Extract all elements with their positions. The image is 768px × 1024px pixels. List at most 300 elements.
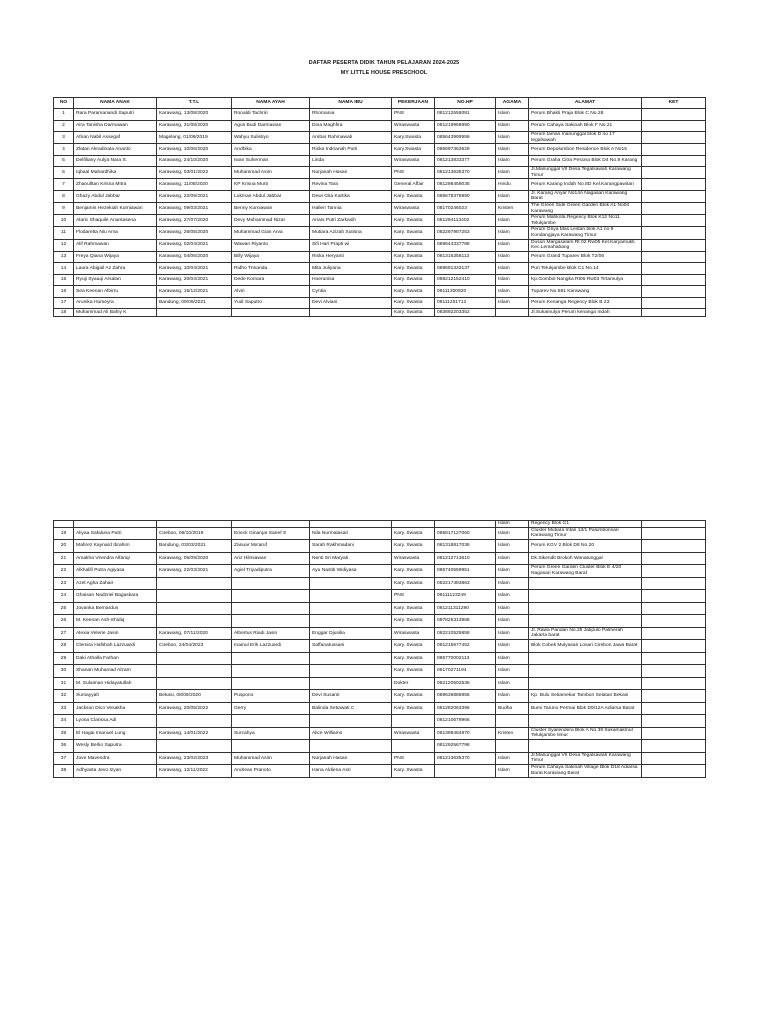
cell-ket [642,274,706,286]
cell-ket [642,765,706,778]
table-row [54,577,706,590]
cell-agama: Islam [496,690,529,703]
table-row [54,602,706,615]
cell-nama-anak: Alaric Shaquile Anantasena [74,215,157,227]
cell-nama-ayah: Wahyu Sulistiyo [232,132,310,144]
cell-no: 12 [54,239,74,251]
table-row [54,540,706,553]
cell-nohp: 082297987253 [435,227,496,239]
cell-ket [642,179,706,191]
cell-agama: Islam [496,227,529,239]
cell-nama-ayah: Zanuar Ma'aruf [232,540,310,553]
cell-alamat: Perum taman manunggal blok D no 17 tegalsawah [529,132,642,144]
cell-ket [642,167,706,179]
cell-no: 36 [54,740,74,753]
cell-agama: Islam [496,297,529,309]
cell-ket [642,297,706,309]
table-row [54,274,706,286]
cell-no: 14 [54,263,74,275]
cell-pekerjaan: Wiraswasta [392,727,435,740]
cell-nama-ibu [310,677,392,690]
cell-no [54,521,74,528]
cell-ttl: Karawang, 20/05/2022 [157,702,232,715]
cell-ttl [157,577,232,590]
cell-ket [642,565,706,578]
cell-agama: Islam [496,167,529,179]
cell-pekerjaan [392,521,435,528]
cell-agama: Kristen [496,727,529,740]
cell-nohp: 08111123249 [435,590,496,603]
cell-pekerjaan: Wiraswasta [392,627,435,640]
cell-nama-ayah: Muhammad Asim [232,752,310,765]
cell-nama-ibu: Hoerunisa [310,274,392,286]
cell-nama-anak: Benjamin Hezekiah Kurniawan [74,203,157,215]
cell-no: 23 [54,577,74,590]
cell-nama-ibu: Ariani Putri Zarkasih [310,215,392,227]
cell-ttl: Bandung, 03/03/2021 [157,540,232,553]
cell-no: 8 [54,190,74,202]
cell-ket [642,665,706,678]
cell-pekerjaan: Kary. Swasta [392,309,435,317]
cell-no: 2 [54,120,74,132]
cell-agama: Islam [496,752,529,765]
cell-ttl: Karawang, 14/01/2022 [157,727,232,740]
table-row [54,109,706,121]
cell-alamat: Cluster Mutiara Intan 13/1 Palumbonsari Karawang Timur [529,527,642,540]
cell-nama-ayah [232,521,310,528]
cell-nohp: 081215677452 [435,640,496,653]
cell-pekerjaan: Kary.Swasta [392,144,435,156]
cell-agama: Islam [496,286,529,298]
cell-ket [642,752,706,765]
cell-alamat [529,602,642,615]
cell-ket [642,263,706,275]
cell-agama: Islam [496,251,529,263]
cell-ket [642,144,706,156]
cell-agama: Islam [496,263,529,275]
cell-nama-ibu [310,615,392,628]
cell-nama-ayah: Erieck Ginanjar Sarief S [232,527,310,540]
table-row [54,677,706,690]
table-row [54,727,706,740]
cell-nama-anak: El Hagai Imanuel Lung [74,727,157,740]
cell-agama: Islam [496,677,529,690]
cell-ket [642,155,706,167]
cell-alamat: Perum Cahaya Sakinah Blok F No.21 [529,120,642,132]
table-row [54,521,706,528]
cell-nama-ayah: Muhammad Asim [232,167,310,179]
cell-agama [496,715,529,728]
cell-ket [642,652,706,665]
cell-alamat: Kp.Gombol Nangka Rt06 Rw03 Tirtamulya [529,274,642,286]
cell-alamat: Perum Kenanga Regency Blok B 23 [529,297,642,309]
cell-no: 16 [54,286,74,298]
cell-agama: Islam [496,627,529,640]
cell-alamat [529,740,642,753]
cell-nama-anak: Aliyaa Safaluna Putri [74,527,157,540]
cell-ket [642,602,706,615]
cell-ttl: Karawang, 12/11/2022 [157,765,232,778]
table-header-row [54,98,706,109]
table-row [54,565,706,578]
cell-nama-ayah [232,740,310,753]
cell-no: 18 [54,309,74,317]
cell-pekerjaan: Kary. Swasta [392,297,435,309]
cell-alamat: The Green Side Green Garden Blok A1 No04 Karawang [529,203,642,215]
cell-nohp: 085740559951 [435,565,496,578]
cell-nohp: 083892203352 [435,309,496,317]
cell-nama-anak: Iqbaal Mahardhika [74,167,157,179]
cell-nama-anak: Azel Agha Zahair [74,577,157,590]
student-table-page-1 [53,97,706,317]
cell-nohp: 082210525858 [435,627,496,640]
cell-no: 7 [54,179,74,191]
cell-ket [642,640,706,653]
cell-no: 5 [54,155,74,167]
cell-nama-anak: Aira Tanisha Darmawan [74,120,157,132]
cell-agama: Islam [496,765,529,778]
cell-nama-ibu: Nurjanah Hasan [310,167,392,179]
cell-ket [642,239,706,251]
cell-agama: Islam [496,215,529,227]
cell-pekerjaan: Kary. Swasta [392,215,435,227]
cell-alamat [529,652,642,665]
cell-nama-anak: Ghazy Abdul Jabbar [74,190,157,202]
cell-no: 24 [54,590,74,603]
cell-alamat: Jl. Rawa Pandan No.25 Jatipulo Palmerah Jakarta barat [529,627,642,640]
table-row [54,286,706,298]
cell-ttl: Karawang, 23/02/2023 [157,752,232,765]
cell-pekerjaan: Wiraswasta [392,552,435,565]
cell-alamat: Perum Green Garden Cluster Blok E 4/20 Nagasari Karawang Barat [529,565,642,578]
cell-ket [642,227,706,239]
cell-pekerjaan: Kary. Swasta [392,239,435,251]
table-row [54,263,706,275]
cell-alamat: Cluster Syailendera Blok A No.39 Sukamakmur Telukjambe timur [529,727,642,740]
cell-nama-anak: Daki Athalla Farhan [74,652,157,665]
cell-nama-ayah [232,715,310,728]
cell-nohp: 081282063396 [435,702,496,715]
cell-ket [642,715,706,728]
cell-no: 32 [54,690,74,703]
cell-agama: Islam [496,155,529,167]
cell-nohp: 081398484870 [435,727,496,740]
table-row [54,215,706,227]
table-row [54,702,706,715]
cell-ttl: Karawang, 09/03/2021 [157,203,232,215]
cell-alamat: Regency Blok G1 [529,521,642,528]
cell-nama-ibu: Cyntia [310,286,392,298]
cell-ket [642,215,706,227]
cell-ttl [157,615,232,628]
cell-nama-ayah: Puspono [232,690,310,703]
cell-no: 11 [54,227,74,239]
cell-nama-ayah: Agiel Triyadiputra [232,565,310,578]
cell-ttl: Karawang, 22/09/2021 [157,190,232,202]
cell-pekerjaan: Kary.Swasta [392,132,435,144]
cell-nohp: 088212152410 [435,274,496,286]
cell-no: 25 [54,602,74,615]
cell-ttl: Karawang, 20/04/2021 [157,274,232,286]
cell-agama: Islam [496,565,529,578]
cell-nohp: 081213635370 [435,752,496,765]
cell-alamat: Perum Grand Tuparev Blok T2/06 [529,251,642,263]
cell-ttl: Karawang, 27/07/2020 [157,215,232,227]
cell-agama: Islam [496,190,529,202]
cell-nohp: 085770002113 [435,652,496,665]
cell-pekerjaan: PNS [392,590,435,603]
cell-ket [642,251,706,263]
cell-nama-ibu: Nila Nurmalasari [310,527,392,540]
cell-ttl [157,665,232,678]
cell-nohp: 089644337788 [435,239,496,251]
cell-agama: Hindu [496,179,529,191]
cell-nama-ibu [310,577,392,590]
header-nama-anak: NAMA ANAK [74,98,157,109]
table-row [54,167,706,179]
cell-no: 21 [54,552,74,565]
cell-nohp: 081294113402 [435,215,496,227]
cell-ttl: Karawang, 10/06/2020 [157,144,232,156]
cell-nama-anak: M. Sulaiman Hidayatullah [74,677,157,690]
cell-ket [642,740,706,753]
cell-agama: Islam [496,552,529,565]
cell-nohp: 081211311290 [435,602,496,615]
cell-nama-ayah [232,677,310,690]
cell-alamat: Dusun Margasalam Rt 02 Rw05 Kel.Karyamukti Kec.Lemahabang [529,239,642,251]
cell-pekerjaan: Kary. Swasta [392,286,435,298]
cell-ttl: Karawang, 07/11/2020 [157,627,232,640]
table-row [54,155,706,167]
cell-nohp: 08170271194 [435,665,496,678]
cell-alamat [529,665,642,678]
cell-nama-ibu [310,665,392,678]
cell-nama-ibu: Riska Heryanti [310,251,392,263]
cell-ttl: Karawang, 22/03/2021 [157,565,232,578]
cell-pekerjaan: Kary. Swasta [392,565,435,578]
table-row [54,615,706,628]
table-row [54,144,706,156]
cell-agama: Islam [496,120,529,132]
cell-agama: Budha [496,702,529,715]
cell-ttl: Karawang, 04/06/2020 [157,251,232,263]
cell-nama-anak: Wesly Berlio Saputra [74,740,157,753]
cell-no: 6 [54,167,74,179]
cell-ket [642,203,706,215]
cell-ket [642,577,706,590]
cell-nama-anak: Mahrez Kaynard Ibrahim [74,540,157,553]
cell-nama-ibu: Rhomania [310,109,392,121]
cell-agama [496,309,529,317]
cell-ttl [157,740,232,753]
cell-alamat: Blok Cobek Mulyasari Losari Cirebon Jawa Barat [529,640,642,653]
cell-agama: Islam [496,132,529,144]
cell-nama-anak: Alexia Velerie Jasin [74,627,157,640]
cell-pekerjaan: Dokter [392,677,435,690]
cell-nama-anak: Adhyasta Jevo Izyan [74,765,157,778]
cell-nama-ayah [232,602,310,615]
table-row [54,527,706,540]
cell-alamat: Perum Depolumbon Residence Blok A No15 [529,144,642,156]
cell-nohp: 089691333137 [435,263,496,275]
cell-ket [642,309,706,317]
cell-nama-ibu: Nurjanah Hasan [310,752,392,765]
cell-alamat: Tuparev No.581 Karawang [529,286,642,298]
cell-nama-ayah: Surcahya [232,727,310,740]
cell-no: 29 [54,652,74,665]
cell-ttl: Karawang, 03/01/2022 [157,167,232,179]
cell-ket [642,286,706,298]
cell-nohp: 085678378890 [435,190,496,202]
cell-nohp: 08111300920 [435,286,496,298]
cell-no: 38 [54,765,74,778]
cell-nama-ibu: Riska Indrianah Putri [310,144,392,156]
cell-nama-ayah [232,615,310,628]
table-row [54,752,706,765]
cell-nama-ayah: Wawan Riyanto [232,239,310,251]
cell-ket [642,690,706,703]
cell-nama-ibu: Mita Juliyana [310,263,392,275]
cell-nama-anak [74,521,157,528]
student-table-page-2 [53,520,706,778]
cell-nama-anak: Jovanka Bernardus [74,602,157,615]
cell-nama-ibu [310,715,392,728]
cell-nohp: 081213635370 [435,167,496,179]
cell-alamat: Kp. Bulu Setiamekar Tambun Selatan Bekasi [529,690,642,703]
cell-ket [642,552,706,565]
cell-alamat: Perum Mahkota Regency Blok K12 No11 Telukjambe [529,215,642,227]
table-row [54,251,706,263]
cell-ttl [157,677,232,690]
cell-alamat: Jl.Manunggal VII Desa Tegalsawah Karawang Timur [529,167,642,179]
cell-nama-ayah: Billy Wijaya [232,251,310,263]
cell-ket [642,727,706,740]
cell-nama-anak: Arsakha Virendra Alfariqi [74,552,157,565]
cell-nama-anak: M. Keenan Ash-Shidiq [74,615,157,628]
cell-nama-anak: Lyona Clarissa Adi [74,715,157,728]
cell-alamat: Perum Graha Citra Pesona Blok D4 No.9 Karang [529,155,642,167]
table-row [54,227,706,239]
cell-nama-ayah: Agus Budi Darmawan [232,120,310,132]
table-row [54,132,706,144]
cell-pekerjaan: Kary. Swasta [392,640,435,653]
cell-pekerjaan: General Affair [392,179,435,191]
cell-no: 22 [54,565,74,578]
cell-nama-ayah: Ariz Hilmiawan [232,552,310,565]
cell-nama-ibu: Nenti Sri Maryati [310,552,392,565]
header-nama-ibu: NAMA IBU [310,98,392,109]
table-row [54,715,706,728]
cell-agama: Islam [496,527,529,540]
header-alamat: ALAMAT [529,98,642,109]
cell-alamat: Perum Bhakti Praja Blok C No.28 [529,109,642,121]
cell-no: 26 [54,615,74,628]
table-row [54,297,706,309]
cell-no: 33 [54,702,74,715]
cell-no: 9 [54,203,74,215]
cell-nama-ayah [232,665,310,678]
cell-ket [642,132,706,144]
table-row [54,640,706,653]
cell-nama-anak: Sea Keenan Albirru [74,286,157,298]
cell-nama-ibu: Hallen Tannia [310,203,392,215]
table-row [54,179,706,191]
cell-nama-ayah: Andhika [232,144,310,156]
cell-alamat [529,677,642,690]
cell-ttl: Karawang, 24/10/2020 [157,155,232,167]
cell-pekerjaan: Wiraswasta [392,120,435,132]
cell-ttl: Bekasi, 08/09/2020 [157,690,232,703]
cell-pekerjaan: PNS [392,167,435,179]
cell-nama-ibu: Dina Maghfira [310,120,392,132]
cell-ket [642,590,706,603]
cell-ttl: Karawang, 31/08/2020 [157,120,232,132]
cell-nama-ayah [232,652,310,665]
cell-nama-ayah [232,309,310,317]
cell-nohp [435,521,496,528]
cell-nama-ibu: Revina Tara [310,179,392,191]
cell-nama-anak: Zhanulltan Krisna Mitra [74,179,157,191]
cell-pekerjaan: Kary. Swasta [392,690,435,703]
cell-alamat: Perum Griya Mas Lestari blok A1 no 9 Kondangjaya Karawang Timur [529,227,642,239]
cell-nama-ibu [310,521,392,528]
cell-nama-anak: Clemira Hafshah Lazzuardi [74,640,157,653]
cell-alamat [529,590,642,603]
cell-nama-ayah [232,577,310,590]
cell-nama-anak: Shanan Muhamad Alzam [74,665,157,678]
cell-no: 35 [54,727,74,740]
cell-nama-anak: Jackson Dico Vesakha [74,702,157,715]
cell-nama-anak: Laura Abigail Az Zahra [74,263,157,275]
cell-pekerjaan: Kary. Swasta [392,263,435,275]
cell-agama [496,740,529,753]
cell-no: 31 [54,677,74,690]
header-no: NO [54,98,74,109]
cell-no: 4 [54,144,74,156]
cell-agama: Islam [496,144,529,156]
cell-agama: Islam [496,640,529,653]
cell-alamat: Jl.Manunggal VII Desa Tegalsawah Karawang Timur [529,752,642,765]
cell-agama: Islam [496,652,529,665]
table-row [54,552,706,565]
cell-pekerjaan: Kary. Swasta [392,190,435,202]
cell-nama-ibu: Alice Williams [310,727,392,740]
cell-nama-anak: Rara Paramanandi Saputri [74,109,157,121]
table-row [54,190,706,202]
cell-alamat: Jl. Karang Anyar No14A Nagasari Karawang Barat [529,190,642,202]
cell-ket [642,540,706,553]
cell-nama-ayah: Muhammad Gian Arva [232,227,310,239]
cell-nama-ayah: Alvin [232,286,310,298]
cell-nama-ibu: Devi Alviani [310,297,392,309]
cell-alamat [529,615,642,628]
cell-no: 37 [54,752,74,765]
cell-nama-ibu [310,309,392,317]
cell-alamat: Jl.Sukamulya Perum kenanga Indah [529,309,642,317]
header-nohp: NO.HP [435,98,496,109]
cell-nama-ibu [310,652,392,665]
cell-alamat [529,577,642,590]
cell-nohp: 085643995956 [435,132,496,144]
cell-nama-ibu: Sifi Hari Prapti wi [310,239,392,251]
table-row [54,309,706,317]
cell-pekerjaan: Kary. Swasta [392,251,435,263]
cell-nohp: 081292567798 [435,740,496,753]
cell-pekerjaan: Kary. Swasta [392,702,435,715]
cell-pekerjaan: PNS [392,109,435,121]
cell-ttl: Karawang, 05/09/2020 [157,552,232,565]
header-pekerjaan: PEKERJAAN [392,98,435,109]
